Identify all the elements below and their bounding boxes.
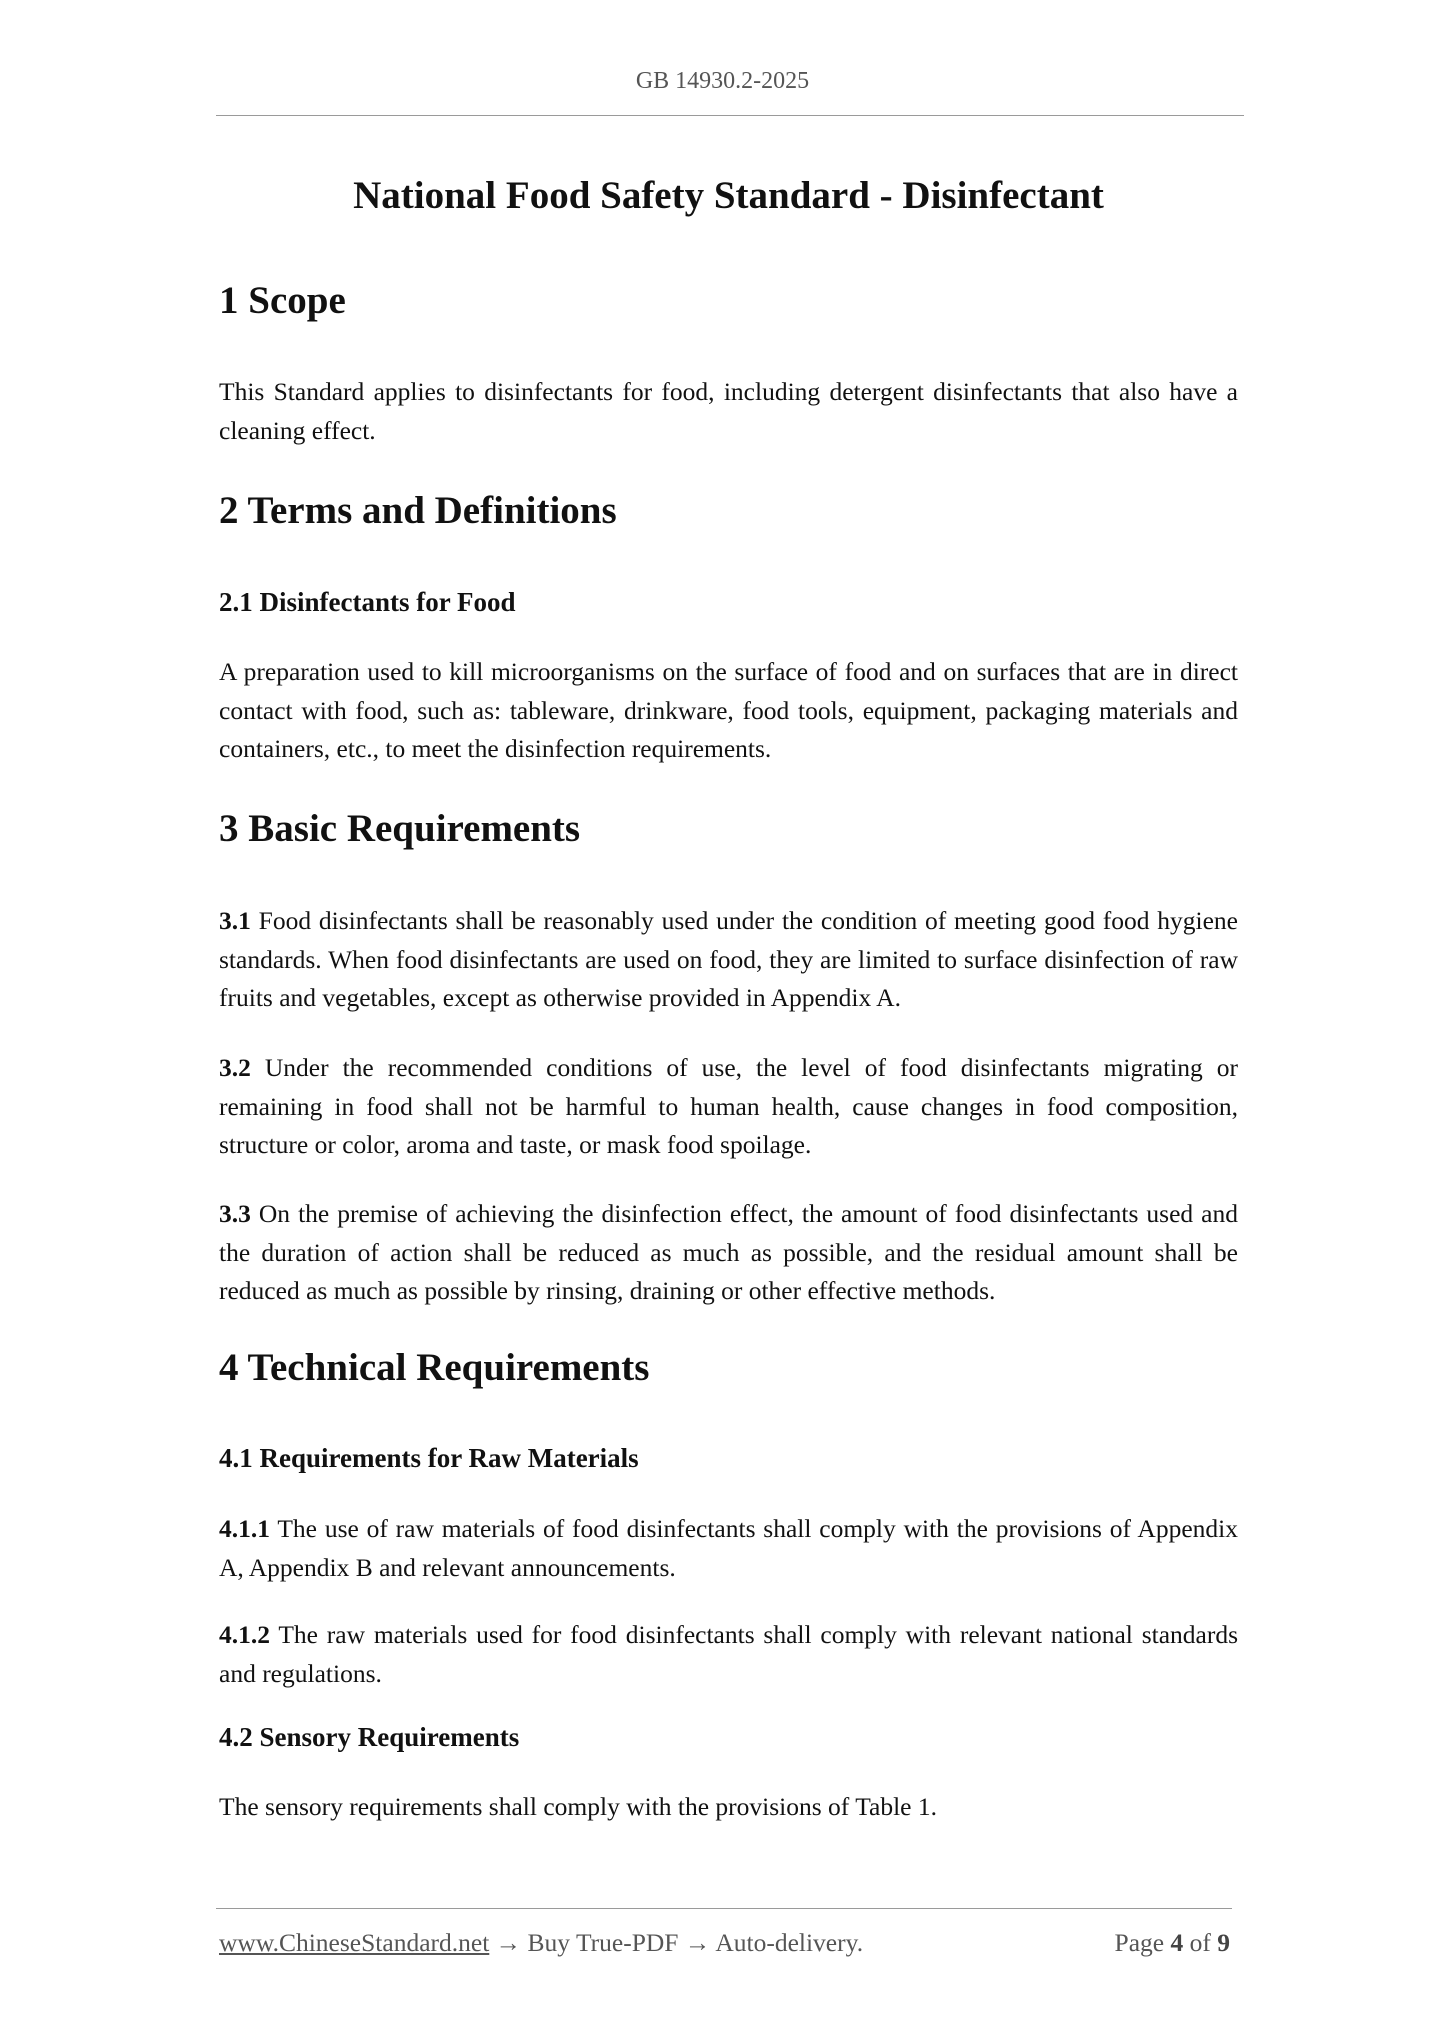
clause-number: 3.2 bbox=[219, 1053, 251, 1082]
page-total: 9 bbox=[1217, 1928, 1230, 1957]
section-heading-scope: 1 Scope bbox=[219, 279, 346, 322]
section-heading-terms: 2 Terms and Definitions bbox=[219, 489, 617, 532]
footer-divider bbox=[216, 1908, 1232, 1909]
page-of: of bbox=[1183, 1928, 1218, 1957]
sensory-paragraph: The sensory requirements shall comply with the provisions of Table 1. bbox=[219, 1792, 937, 1821]
section-heading-technical: 4 Technical Requirements bbox=[219, 1346, 650, 1389]
clause-text: On the premise of achieving the disinfection effect, the amount of food disinfectants used and the duration of action shall be reduced as much as possible, and the residual amount shall be reduced as much as possible by rinsing, draining or other effective methods. bbox=[219, 1199, 1238, 1305]
footer-promo bbox=[219, 1928, 863, 1958]
header-divider bbox=[216, 115, 1244, 116]
clause-text: Food disinfectants shall be reasonably used under the condition of meeting good food hygiene standards. When food disinfectants are used on food, they are limited to surface disinfection of raw fruits and vegetables, except as otherwise provided in Appendix A. bbox=[219, 906, 1238, 1012]
clause-3-1 bbox=[219, 902, 1238, 1018]
clause-4-1-2 bbox=[219, 1616, 1238, 1693]
clause-number: 3.1 bbox=[219, 906, 251, 935]
clause-number: 3.3 bbox=[219, 1199, 251, 1228]
scope-paragraph: This Standard applies to disinfectants for food, including detergent disinfectants that also have a cleaning effect. bbox=[219, 377, 1238, 445]
clause-3-2 bbox=[219, 1049, 1238, 1165]
page-indicator bbox=[1115, 1928, 1230, 1958]
subsection-heading-4-1: 4.1 Requirements for Raw Materials bbox=[219, 1443, 639, 1473]
clause-number: 4.1.1 bbox=[219, 1514, 270, 1543]
document-title: National Food Safety Standard - Disinfectant bbox=[353, 174, 1104, 217]
clause-3-3 bbox=[219, 1195, 1238, 1311]
subsection-heading-4-2: 4.2 Sensory Requirements bbox=[219, 1722, 520, 1752]
page-current: 4 bbox=[1170, 1928, 1184, 1957]
page-label: Page bbox=[1114, 1928, 1171, 1957]
clause-text: The use of raw materials of food disinfectants shall comply with the provisions of Appendix A, Appendix B and relevant announcements. bbox=[219, 1514, 1238, 1582]
definition-paragraph: A preparation used to kill microorganisms on the surface of food and on surfaces that are in direct contact with food, such as: tableware, drinkware, food tools, equipment, packaging materials and containers, etc., to meet the disinfection requirements. bbox=[219, 657, 1238, 763]
clause-4-1-1 bbox=[219, 1510, 1238, 1587]
clause-text: The raw materials used for food disinfectants shall comply with relevant national standards and regulations. bbox=[219, 1620, 1238, 1688]
subsection-heading-2-1: 2.1 Disinfectants for Food bbox=[219, 587, 516, 617]
section-heading-basic: 3 Basic Requirements bbox=[219, 807, 581, 850]
clause-number: 4.1.2 bbox=[219, 1620, 270, 1649]
site-link[interactable]: www.ChineseStandard.net bbox=[219, 1928, 490, 1957]
clause-text: Under the recommended conditions of use, the level of food disinfectants migrating or remaining in food shall not be harmful to human health, cause changes in food composition, structure or color, aroma and taste, or mask food spoilage. bbox=[219, 1053, 1238, 1159]
running-header: GB 14930.2-2025 bbox=[635, 68, 810, 94]
promo-text: → Buy True-PDF → Auto-delivery. bbox=[489, 1928, 864, 1957]
